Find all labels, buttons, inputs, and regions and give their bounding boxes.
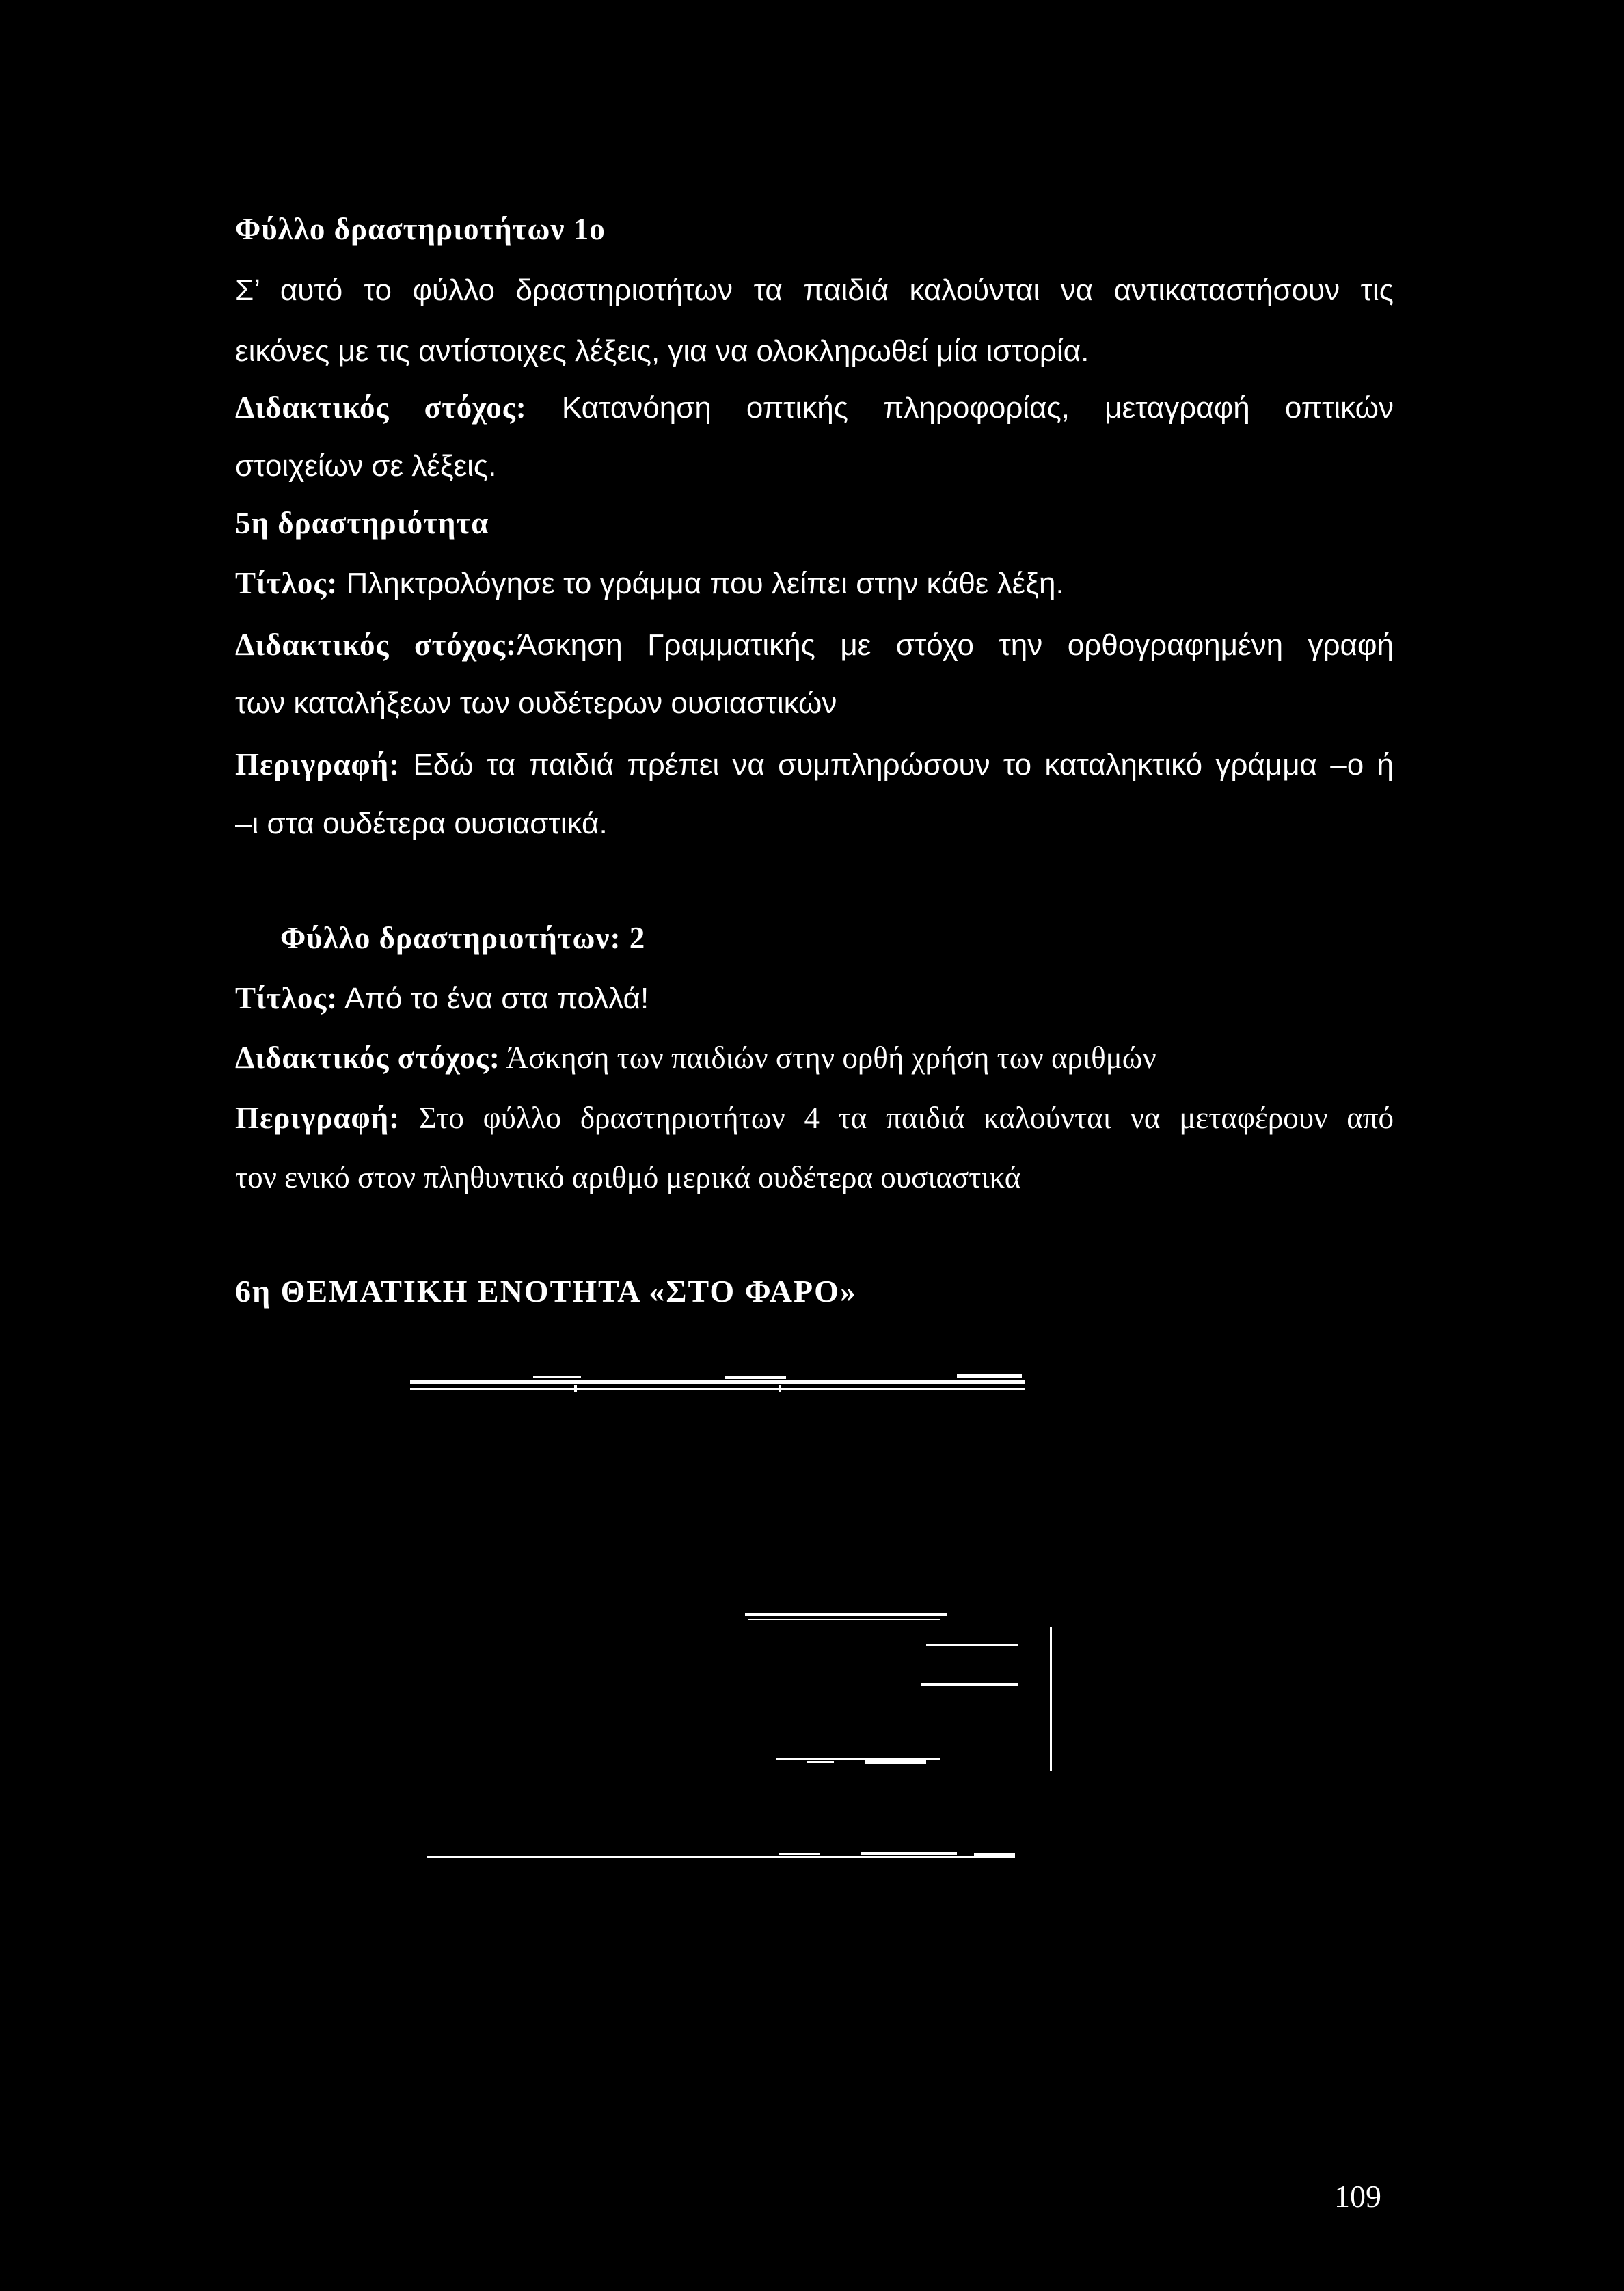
sheet2-goal-text: Άσκηση των παιδιών στην ορθή χρήση των αριθμών [500, 1041, 1156, 1075]
sheet1-intro-line1: Σ’ αυτό το φύλλο δραστηριοτήτων τα παιδιά καλούνται να αντικαταστήσουν τις [235, 273, 1394, 307]
sheet2-desc-line1 [235, 1097, 1394, 1138]
sheet2-desc-text: Στο φύλλο δραστηριοτήτων 4 τα παιδιά καλούνται να μεταφέρουν από [400, 1101, 1394, 1135]
activity5-desc-label: Περιγραφή: [235, 747, 401, 781]
sheet1-intro-line2: εικόνες με τις αντίστοιχες λέξεις, για να ολοκληρωθεί μία ιστορία. [235, 334, 1090, 368]
sheet2-heading: Φύλλο δραστηριοτήτων: 2 [280, 921, 646, 955]
activity5-desc-line2: –ι στα ουδέτερα ουσιαστικά. [235, 807, 608, 840]
activity5-title-line [235, 563, 1064, 604]
sheet1-goal-label: Διδακτικός στόχος: [235, 390, 527, 425]
activity5-goal-label: Διδακτικός στόχος: [235, 628, 517, 662]
activity5-title-text: Πληκτρολόγησε το γράμμα που λείπει στην κάθε λέξη. [338, 567, 1064, 600]
sheet2-title-line [235, 978, 649, 1019]
page-number: 109 [1334, 2179, 1381, 2214]
sheet2-desc-line2: τον ενικό στον πληθυντικό αριθμό μερικά ουδέτερα ουσιαστικά [235, 1160, 1021, 1194]
sheet2-title-label: Τίτλος: [235, 981, 338, 1015]
sheet1-heading: Φύλλο δραστηριοτήτων 1ο [235, 212, 606, 246]
sheet1-goal-line2: στοιχείων σε λέξεις. [235, 449, 497, 483]
sheet2-goal-line [235, 1037, 1156, 1079]
activity5-title-label: Τίτλος: [235, 566, 338, 600]
activity5-goal-line1 [235, 624, 1394, 666]
activity5-heading: 5η δραστηριότητα [235, 506, 489, 540]
figure-vertical-line [1050, 1627, 1052, 1771]
activity5-desc-line1 [235, 744, 1394, 786]
unit6-heading: 6η ΘΕΜΑΤΙΚΗ ΕΝΟΤΗΤΑ «ΣΤΟ ΦΑΡΟ» [235, 1274, 857, 1309]
activity5-desc-text: Εδώ τα παιδιά πρέπει να συμπληρώσουν το καταληκτικό γράμμα –ο ή [400, 748, 1394, 781]
sheet2-desc-label: Περιγραφή: [235, 1101, 401, 1135]
sheet2-goal-label: Διδακτικός στόχος: [235, 1041, 500, 1075]
figure-top-rule [410, 1374, 1025, 1392]
figure-bottom-rule [427, 1852, 1015, 1858]
sheet1-goal-text: Κατανόηση οπτικής πληροφορίας, μεταγραφή οπτικών [526, 391, 1394, 425]
sheet1-goal-line1 [235, 387, 1394, 429]
figure-fragment-lines [745, 1613, 1018, 1764]
sheet2-title-text: Από το ένα στα πολλά! [338, 982, 649, 1015]
activity5-goal-line2: των καταλήξεων των ουδέτερων ουσιαστικών [235, 686, 837, 720]
activity5-goal-text: Άσκηση Γραμματικής με στόχο την ορθογραφημένη γραφή [517, 628, 1394, 662]
